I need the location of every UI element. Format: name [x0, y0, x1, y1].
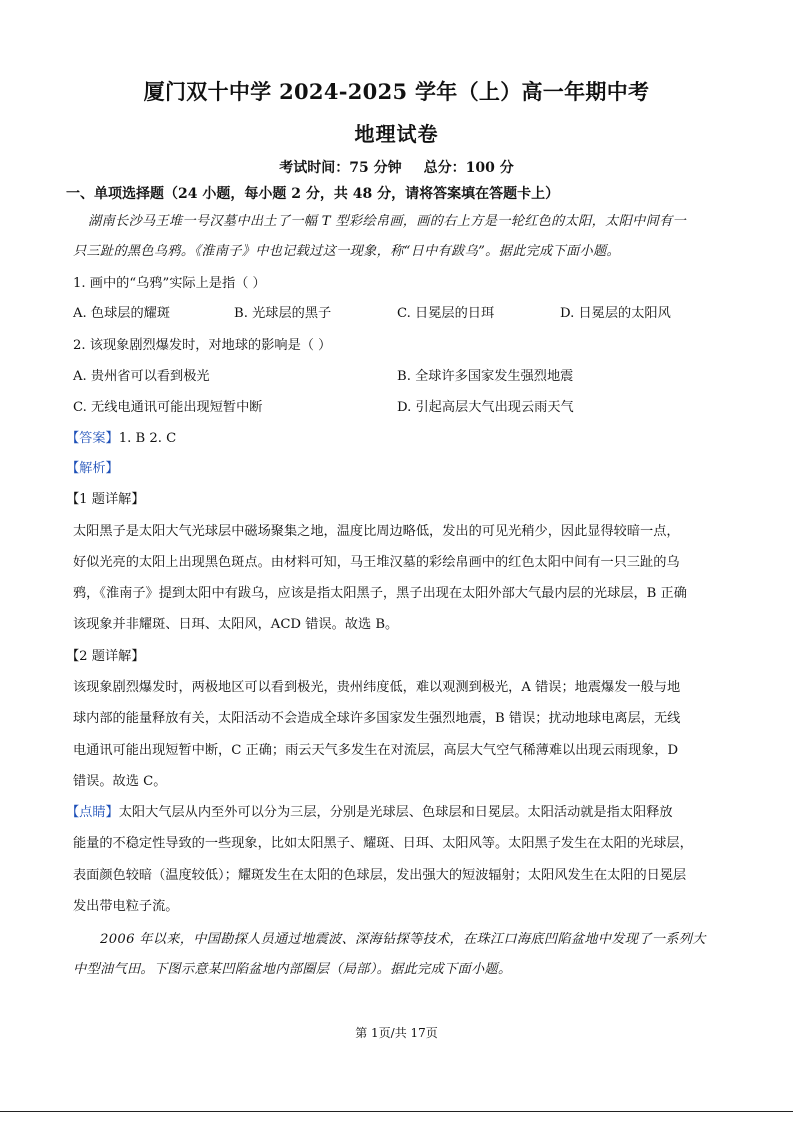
- question-2-stem: 2. 该现象剧烈爆发时，对地球的影响是（ ）: [73, 338, 332, 353]
- point-line: 能量的不稳定性导致的一些现象，比如太阳黑子、耀斑、日珥、太阳风等。太阳黑子发生在太阳的光球层，: [73, 836, 693, 851]
- q2-option-a: A. 贵州省可以看到极光: [73, 369, 210, 384]
- bottom-rule: [0, 1111, 793, 1112]
- detail-1-label: 【1 题详解】: [66, 492, 145, 507]
- detail-1-line: 好似光亮的太阳上出现黑色斑点。由材料可知，马王堆汉墓的彩绘帛画中的红色太阳中间有一只三趾的乌: [73, 555, 680, 570]
- question-1-stem: 1. 画中的“乌鸦”实际上是指（ ）: [73, 276, 266, 291]
- point-label: 【点睛】: [66, 805, 119, 820]
- answer-label: 【答案】: [66, 431, 119, 446]
- detail-1-line: 太阳黑子是太阳大气光球层中磁场聚集之地，温度比周边略低，发出的可见光稍少，因此显得较暗一点，: [73, 524, 680, 539]
- point-line: 发出带电粒子流。: [73, 899, 179, 914]
- detail-2-line: 电通讯可能出现短暂中断，C 正确；雨云天气多发生在对流层，高层大气空气稀薄难以出现云雨现象，D: [73, 743, 679, 758]
- q2-option-c: C. 无线电通讯可能出现短暂中断: [73, 400, 263, 415]
- q2-option-d: D. 引起高层大气出现云雨天气: [397, 400, 574, 415]
- section-heading: 一、单项选择题（24 小题，每小题 2 分，共 48 分，请将答案填在答题卡上）: [66, 186, 560, 202]
- q1-option-d: D. 日冕层的太阳风: [560, 306, 671, 321]
- point-line: 表面颜色较暗（温度较低）；耀斑发生在太阳的色球层，发出强大的短波辐射；太阳风发生在太阳的日冕层: [73, 868, 687, 883]
- material-intro-2-line: 中型油气田。下图示意某凹陷盆地内部圈层（局部）。据此完成下面小题。: [73, 962, 512, 977]
- q1-option-c: C. 日冕层的日珥: [397, 306, 495, 321]
- q1-option-b: B. 光球层的黑子: [234, 306, 332, 321]
- detail-1-line: 鸦，《淮南子》提到太阳中有跋乌，应该是指太阳黑子，黑子出现在太阳外部大气最内层的光球层，B 正确: [73, 586, 687, 601]
- answer-text: 1. B 2. C: [118, 431, 177, 446]
- point-line: [66, 803, 716, 823]
- material-intro-line: 湖南长沙马王堆一号汉墓中出土了一幅 T 型彩绘帛画，画的右上方是一轮红色的太阳，太阳中间有一: [88, 214, 687, 229]
- point-text: 太阳大气层从内至外可以分为三层，分别是光球层、色球层和日冕层。太阳活动就是指太阳释放: [118, 805, 673, 820]
- page-number: 第 1页/共 17页: [355, 1026, 438, 1040]
- exam-time: 考试时间：75 分钟: [279, 160, 402, 176]
- q2-option-b: B. 全球许多国家发生强烈地震: [397, 369, 574, 384]
- total-score: 总分：100 分: [423, 160, 514, 176]
- subject-title: 地理试卷: [354, 122, 439, 146]
- answer-line: [66, 429, 716, 449]
- detail-2-label: 【2 题详解】: [66, 649, 145, 664]
- material-intro-2-line: 2006 年以来，中国勘探人员通过地震波、深海钻探等技术，在珠江口海底凹陷盆地中发现了一系列大: [100, 932, 706, 947]
- q1-option-a: A. 色球层的耀斑: [73, 306, 171, 321]
- material-intro-line: 只三趾的黑色乌鸦。《淮南子》中也记载过这一现象，称“日中有跋乌”。据此完成下面小题。: [73, 244, 620, 259]
- exam-info: [0, 157, 793, 177]
- analysis-label: 【解析】: [66, 461, 119, 476]
- detail-2-line: 球内部的能量释放有关，太阳活动不会造成全球许多国家发生强烈地震，B 错误；扰动地球电离层，无线: [73, 711, 681, 726]
- detail-1-line: 该现象并非耀斑、日珥、太阳风，ACD 错误。故选 B。: [73, 617, 399, 632]
- exam-title: 厦门双十中学 2024-2025 学年（上）高一年期中考: [143, 79, 650, 104]
- detail-2-line: 错误。故选 C。: [73, 774, 167, 789]
- detail-2-line: 该现象剧烈爆发时，两极地区可以看到极光，贵州纬度低，难以观测到极光，A 错误；地震爆发一般与地: [73, 680, 681, 695]
